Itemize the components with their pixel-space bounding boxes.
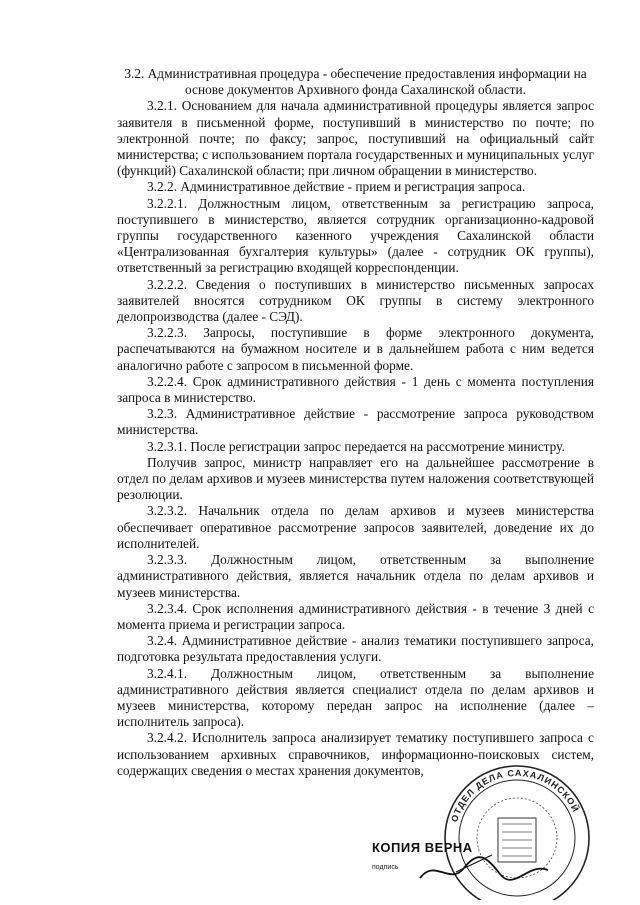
- svg-text:ОТДЕЛ ДЕЛА САХАЛИНСКОЙ: [449, 768, 582, 823]
- paragraph: 3.2.2.1. Должностным лицом, ответственным за регистрацию запроса, поступившего в министерство, является сотрудник организационно-кадровой группы государственного казенного учреждения Сахалинской области «Централизованная бухгалтерия культуры» (далее - сотрудник ОК группы), ответственный за регистрацию входящей корреспонденции.: [117, 195, 594, 276]
- paragraph: 3.2.2. Административное действие - прием и регистрация запроса.: [147, 179, 526, 195]
- paragraph: 3.2.3.3. Должностным лицом, ответственным за выполнение административного действия, является начальник отдела по делам архивов и музеев министерства.: [117, 552, 594, 600]
- paragraph: 3.2.3.4. Срок исполнения административного действия - в течение 3 дней с момента приема и регистрации запроса.: [117, 600, 594, 632]
- paragraph: 3.2.3.1. После регистрации запрос передается на рассмотрение министру.: [147, 438, 565, 454]
- certification-stamp: [360, 760, 610, 900]
- paragraph: 3.2.4.2. Исполнитель запроса анализирует тематику поступившего запроса с использованием архивных справочников, информационно-поисковых систем, содержащих сведения о местах хранения документов,: [117, 730, 594, 778]
- copy-verified-label: КОПИЯ ВЕРНА: [372, 840, 473, 855]
- document-body: [117, 66, 594, 779]
- signature-label: подпись: [372, 864, 399, 871]
- paragraph: 3.2.4. Административное действие - анализ тематики поступившего запроса, подготовка результата предоставления услуги.: [117, 633, 594, 665]
- paragraph: 3.2.4.1. Должностным лицом, ответственным за выполнение административного действия является специалист отдела по делам архивов и музеев министерства, которому передан запрос на исполнение (далее – исполнитель запроса).: [117, 665, 594, 730]
- section-title: 3.2. Административная процедура - обеспечение предоставления информации на основе документов Архивного фонда Сахалинской области.: [124, 66, 587, 98]
- paragraph: 3.2.3.2. Начальник отдела по делам архивов и музеев министерства обеспечивает оперативное рассмотрение запросов заявителей, доведение их до исполнителей.: [117, 503, 594, 551]
- paragraph: 3.2.2.4. Срок административного действия - 1 день с момента поступления запроса в министерство.: [117, 373, 594, 406]
- paragraph: 3.2.2.3. Запросы, поступившие в форме электронного документа, распечатываются на бумажном носителе и в дальнейшем работа с ним ведется аналогично работе с запросом в письменной форме.: [117, 325, 594, 373]
- seal-icon: [360, 760, 610, 900]
- paragraph: 3.2.2.2. Сведения о поступивших в министерство письменных запросах заявителей вносятся сотрудником ОК группы в систему электронного делопроизводства (далее - СЭД).: [117, 276, 594, 325]
- paragraph: 3.2.1. Основанием для начала административной процедуры является запрос заявителя в письменной форме, поступивший в министерство по почте; по электронной почте; по факсу; запрос, поступивший на официальный сайт министерства; с использованием портала государственных и муниципальных услуг (функций) Сахалинской области; при личном обращении в министерство.: [117, 98, 594, 179]
- seal-text: ОТДЕЛ ДЕЛА САХАЛИНСКОЙ: [449, 767, 582, 824]
- paragraph: 3.2.3. Административное действие - рассмотрение запроса руководством министерства.: [117, 406, 594, 438]
- paragraph: Получив запрос, министр направляет его на дальнейшее рассмотрение в отдел по делам архивов и музеев министерства путем наложения соответствующей резолюции.: [117, 454, 594, 503]
